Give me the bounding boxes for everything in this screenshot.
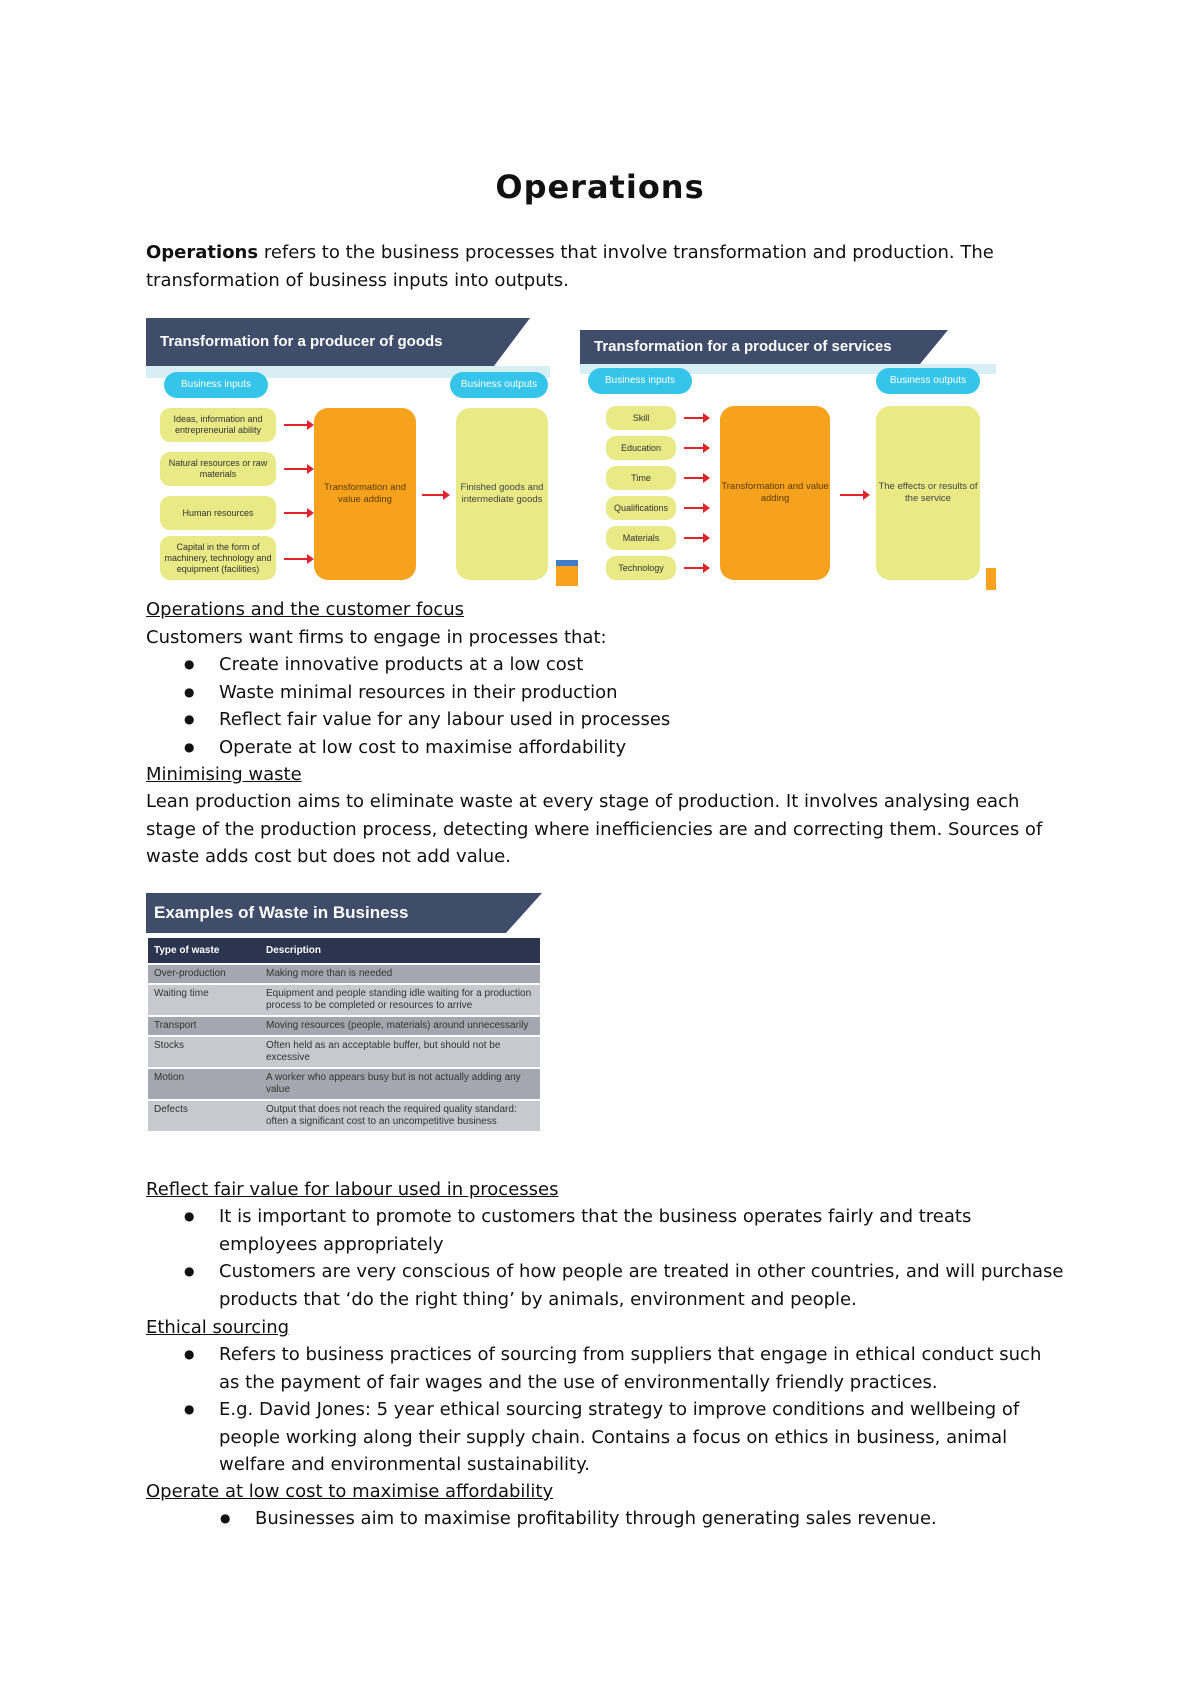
customer-focus-intro: Customers want firms to engage in processes that: <box>146 627 607 648</box>
services-input-box: Skill <box>606 406 676 430</box>
list-item: ● Operate at low cost to maximise affordability <box>146 734 1066 762</box>
section-heading-ethical-sourcing: Ethical sourcing <box>146 1317 290 1338</box>
goods-transformation-box: Transformation and value adding <box>314 408 416 580</box>
goods-output-box: Finished goods and intermediate goods <box>456 408 548 580</box>
services-transformation-diagram <box>580 330 996 592</box>
input-arrow <box>284 558 308 560</box>
low-cost-list <box>146 1505 1066 1533</box>
section-heading-fair-value: Reflect fair value for labour used in processes <box>146 1179 559 1200</box>
table-cell: Moving resources (people, materials) around unnecessarily <box>260 1016 540 1036</box>
table-row <box>148 964 540 984</box>
waste-table-banner: Examples of Waste in Business <box>146 893 506 933</box>
services-diagram-banner: Transformation for a producer of services <box>580 330 920 364</box>
list-item: ● Create innovative products at a low cost <box>146 651 1066 679</box>
minimising-waste-text: Lean production aims to eliminate waste at every stage of production. It involves analysing each stage of the production process, detecting where inefficiencies are and correcting them. Sources of waste adds cost but does not add value. <box>146 791 1043 867</box>
list-item: ● Waste minimal resources in their production <box>146 679 1066 707</box>
input-arrow <box>284 424 308 426</box>
input-arrow <box>284 468 308 470</box>
goods-transformation-diagram <box>146 318 550 590</box>
goods-input-box: Ideas, information and entrepreneurial ability <box>160 408 276 442</box>
table-cell: Motion <box>148 1068 260 1100</box>
table-cell: Waiting time <box>148 984 260 1016</box>
goods-banner-corner <box>494 318 530 366</box>
input-arrow <box>284 512 308 514</box>
waste-banner-corner <box>506 893 542 933</box>
process-arrow <box>840 494 864 496</box>
table-row <box>148 984 540 1016</box>
fair-value-list <box>146 1203 1066 1313</box>
services-outputs-label: Business outputs <box>876 368 980 394</box>
table-cell: Making more than is needed <box>260 964 540 984</box>
services-input-box: Qualifications <box>606 496 676 520</box>
intro-text: refers to the business processes that involve transformation and production. The transformation of business inputs into outputs. <box>146 242 994 291</box>
customer-focus-list <box>146 651 1066 761</box>
input-arrow <box>684 507 704 509</box>
list-item: ● Refers to business practices of sourcing from suppliers that engage in ethical conduct such as the payment of fair wages and the use of environmentally friendly practices. <box>146 1341 1066 1396</box>
input-arrow <box>684 537 704 539</box>
page-title: Operations <box>495 168 705 206</box>
table-row <box>148 1016 540 1036</box>
intro-bold-term: Operations <box>146 242 259 263</box>
input-arrow <box>684 477 704 479</box>
table-cell: Over-production <box>148 964 260 984</box>
services-input-box: Technology <box>606 556 676 580</box>
decor-square <box>986 568 996 590</box>
list-item: ● Reflect fair value for any labour used in processes <box>146 706 1066 734</box>
table-row <box>148 1036 540 1068</box>
services-output-box: The effects or results of the service <box>876 406 980 580</box>
section-heading-low-cost: Operate at low cost to maximise affordability <box>146 1481 554 1502</box>
table-cell: Stocks <box>148 1036 260 1068</box>
goods-diagram-banner: Transformation for a producer of goods <box>146 318 494 366</box>
process-arrow <box>422 494 444 496</box>
input-arrow <box>684 567 704 569</box>
services-inputs-label: Business inputs <box>588 368 692 394</box>
goods-input-box: Capital in the form of machinery, technology and equipment (facilities) <box>160 536 276 580</box>
goods-input-box: Human resources <box>160 496 276 530</box>
decor-square <box>556 560 578 566</box>
services-transformation-box: Transformation and value adding <box>720 406 830 580</box>
intro-paragraph <box>146 239 1066 294</box>
table-cell: Often held as an acceptable buffer, but should not be excessive <box>260 1036 540 1068</box>
goods-inputs-label: Business inputs <box>164 372 268 398</box>
table-cell: A worker who appears busy but is not actually adding any value <box>260 1068 540 1100</box>
table-cell: Equipment and people standing idle waiting for a production process to be completed or resources to arrive <box>260 984 540 1016</box>
table-row <box>148 1068 540 1100</box>
goods-input-box: Natural resources or raw materials <box>160 452 276 486</box>
table-header: Description <box>260 938 540 964</box>
input-arrow <box>684 417 704 419</box>
services-input-box: Education <box>606 436 676 460</box>
ethical-sourcing-list <box>146 1341 1066 1479</box>
list-item: ● E.g. David Jones: 5 year ethical sourcing strategy to improve conditions and wellbeing of people working along their supply chain. Contains a focus on ethics in business, animal welfare and environmental sustainability. <box>146 1396 1066 1479</box>
table-row <box>148 1100 540 1132</box>
decor-square <box>556 566 578 586</box>
services-input-box: Time <box>606 466 676 490</box>
input-arrow <box>684 447 704 449</box>
list-item: ● It is important to promote to customers that the business operates fairly and treats employees appropriately <box>146 1203 1066 1258</box>
table-cell: Transport <box>148 1016 260 1036</box>
waste-table <box>148 938 540 1133</box>
table-cell: Output that does not reach the required quality standard: often a significant cost to an uncompetitive business <box>260 1100 540 1132</box>
section-heading-customer-focus: Operations and the customer focus <box>146 599 465 620</box>
goods-outputs-label: Business outputs <box>450 372 548 398</box>
list-item: ● Businesses aim to maximise profitability through generating sales revenue. <box>146 1505 1066 1533</box>
table-header: Type of waste <box>148 938 260 964</box>
table-cell: Defects <box>148 1100 260 1132</box>
services-input-box: Materials <box>606 526 676 550</box>
section-heading-minimising-waste: Minimising waste <box>146 764 302 785</box>
services-banner-corner <box>920 330 948 364</box>
list-item: ● Customers are very conscious of how people are treated in other countries, and will purchase products that ‘do the right thing’ by animals, environment and people. <box>146 1258 1066 1313</box>
